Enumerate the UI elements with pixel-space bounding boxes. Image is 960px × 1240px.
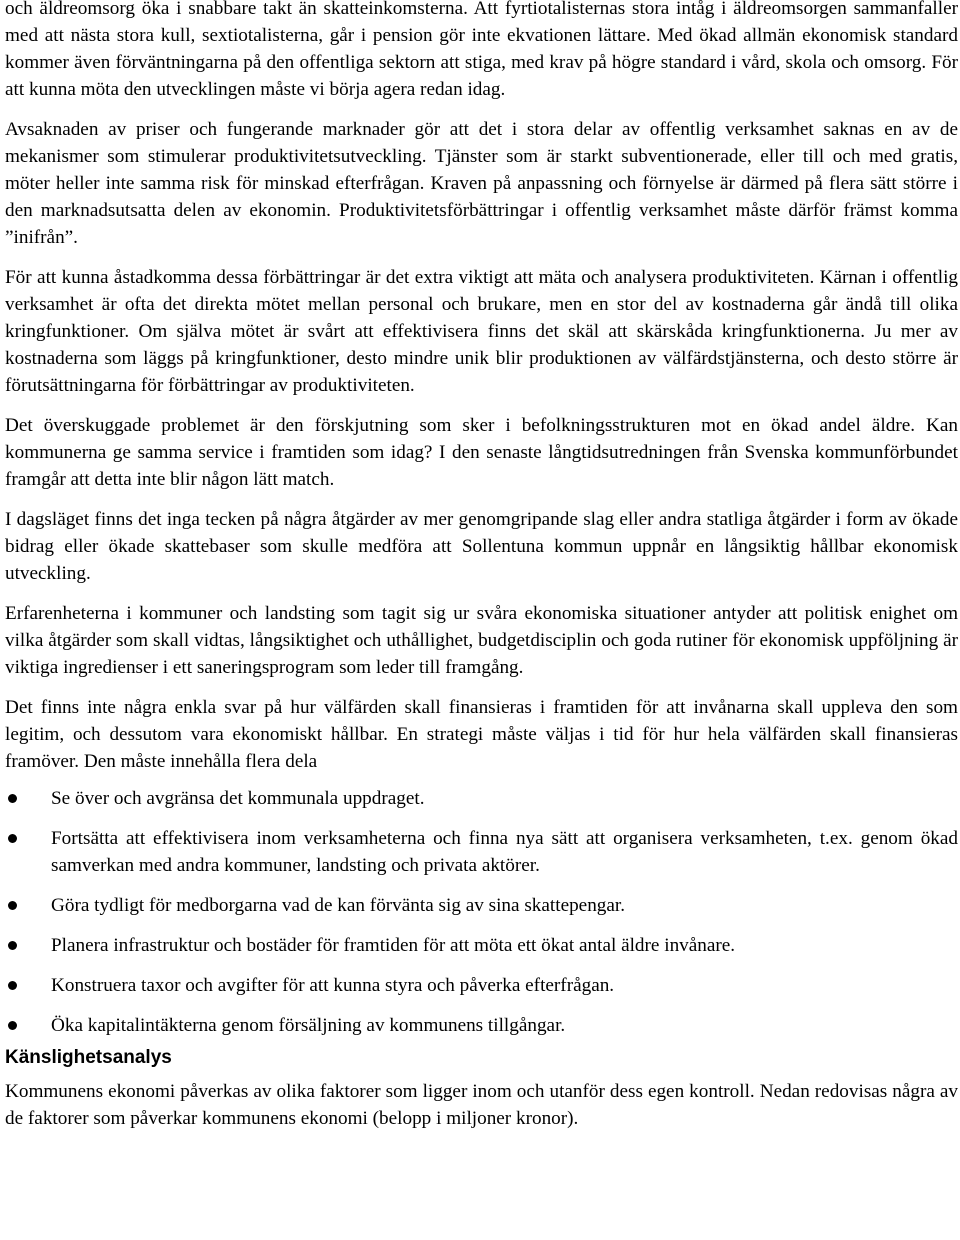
list-item (5, 825, 958, 879)
list-item (5, 972, 958, 999)
paragraph-population-structure: Det överskuggade problemet är den förskjutning som sker i befolkningsstrukturen mot en ökad andel äldre. Kan kommunerna ge samma service i framtiden som idag? I den senaste långtidsutredningen från Svenska kommunförbundet framgår att detta inte blir någon lätt match. (5, 415, 958, 490)
section-heading-sensitivity: Känslighetsanalys (5, 1047, 172, 1068)
list-item-text: Fortsätta att effektivisera inom verksamheterna och finna nya sätt att organisera verksamheten, t.ex. genom ökad samverkan med andra kommuner, landsting och privata aktörer. (51, 828, 958, 876)
document-page (5, 0, 958, 1145)
list-item (5, 932, 958, 959)
paragraph-elderly-care: och äldreomsorg öka i snabbare takt än skatteinkomsterna. Att fyrtiotalisternas stora intåg i äldreomsorgen sammanfaller med att nästa stora kull, sextiotalisterna, går i pension gör inte ekvationen lättare. Med ökad allmän ekonomisk standard kommer även förväntningarna på den offentliga sektorn att stiga, med krav på högre standard i vård, skola och omsorg. För att kunna möta den utvecklingen måste vi börja agera redan idag. (5, 0, 958, 100)
list-item-text: Öka kapitalintäkterna genom försäljning av kommunens tillgångar. (51, 1015, 566, 1036)
paragraph-current-situation: I dagsläget finns det inga tecken på några åtgärder av mer genomgripande slag eller andra statliga åtgärder i form av ökade bidrag eller ökade skattebaser som skulle medföra att Sollentuna kommun uppnår en långsiktig hållbar ekonomisk utveckling. (5, 509, 958, 584)
bullet-icon (8, 1021, 17, 1030)
list-item (5, 785, 958, 812)
bullet-icon (8, 981, 17, 990)
paragraph-experiences: Erfarenheterna i kommuner och landsting som tagit sig ur svåra ekonomiska situationer antyder att politisk enighet om vilka åtgärder som skall vidtas, långsiktighet och uthållighet, budgetdisciplin och goda rutiner för ekonomisk uppföljning är viktiga ingredienser i ett saneringsprogram som leder till framgång. (5, 603, 958, 678)
list-item (5, 892, 958, 919)
list-item-text: Konstruera taxor och avgifter för att kunna styra och påverka efterfrågan. (51, 975, 615, 996)
strategy-bullet-list (5, 785, 958, 1039)
paragraph-productivity-markets: Avsaknaden av priser och fungerande marknader gör att det i stora delar av offentlig verksamhet saknas en av de mekanismer som stimulerar produktivitetsutveckling. Tjänster som är starkt subventionerade, eller till och med gratis, möter heller inte samma risk för minskad efterfrågan. Kraven på anpassning och förnyelse är därmed på flera sätt större i den marknadsutsatta delen av ekonomin. Produktivitetsförbättringar i offentlig verksamhet måste därför främst komma ”inifrån”. (5, 119, 958, 248)
paragraph-welfare-financing: Det finns inte några enkla svar på hur välfärden skall finansieras i framtiden för att invånarna skall uppleva den som legitim, och dessutom vara ekonomiskt hållbar. En strategi måste väljas i tid för hur hela välfärden skall finansieras framöver. Den måste innehålla flera dela (5, 697, 958, 772)
list-item (5, 1012, 958, 1039)
list-item-text: Planera infrastruktur och bostäder för framtiden för att möta ett ökat antal äldre invånare. (51, 935, 736, 956)
bullet-icon (8, 901, 17, 910)
bullet-icon (8, 834, 17, 843)
paragraph-measure-productivity: För att kunna åstadkomma dessa förbättringar är det extra viktigt att mäta och analysera produktiviteten. Kärnan i offentlig verksamhet är ofta det direkta mötet mellan personal och brukare, men en stor del av kostnaderna går ändå till olika kringfunktioner. Om själva mötet är svårt att effektivisera finns det skäl att skärskåda kringfunktionerna. Ju mer av kostnaderna som läggs på kringfunktioner, desto mindre unik blir produktionen av välfärdstjänsterna, och desto större är förutsättningarna för förbättringar av produktiviteten. (5, 267, 958, 396)
paragraph-sensitivity-intro: Kommunens ekonomi påverkas av olika faktorer som ligger inom och utanför dess egen kontroll. Nedan redovisas några av de faktorer som påverkar kommunens ekonomi (belopp i miljoner kronor). (5, 1081, 958, 1129)
list-item-text: Se över och avgränsa det kommunala uppdraget. (51, 788, 425, 809)
bullet-icon (8, 794, 17, 803)
bullet-icon (8, 941, 17, 950)
list-item-text: Göra tydligt för medborgarna vad de kan förvänta sig av sina skattepengar. (51, 895, 626, 916)
